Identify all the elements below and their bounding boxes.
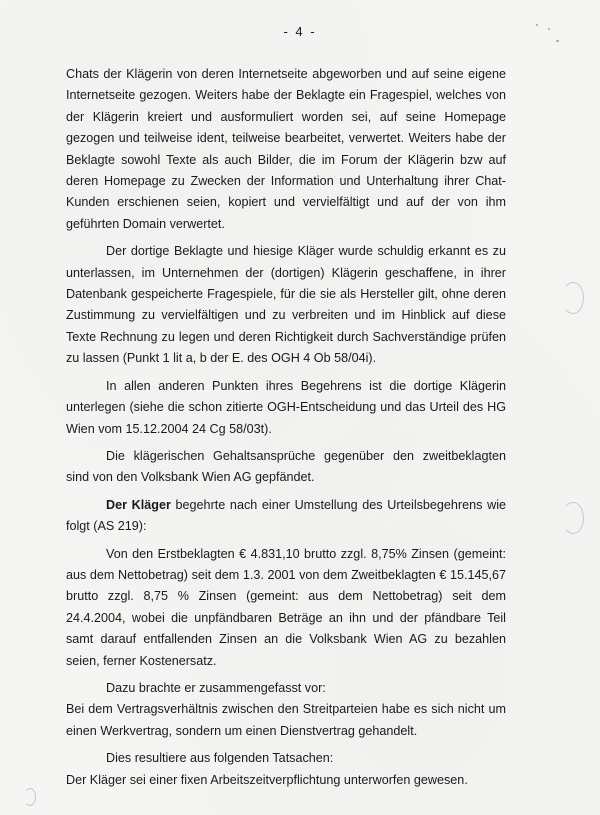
paragraph-verdict: Der dortige Beklagte und hiesige Kläger wurde schuldig erkannt es zu unterlassen, im Unternehmen der (dortigen) Klägerin geschaffene, in ihrer Datenbank gespeicherte Fragespiele, für die sie als Hersteller gilt, ohne deren Zustimmung zu vervielfältigen und zu verbreiten und im Hinblick auf diese Texte Rechnung zu legen und deren Richtigkeit durch Sachverständige prüfen zu lassen (Punkt 1 lit a, b der E. des OGH 4 Ob 58/04i).: [66, 244, 506, 366]
paragraph-claim-amounts: Von den Erstbeklagten € 4.831,10 brutto zzgl. 8,75% Zinsen (gemeint: aus dem Nettobetrag) seit dem 1.3. 2001 von dem Zweitbeklagten € 15.145,67 brutto zzgl. 8,75 % Zinsen (gemeint: aus dem Nettobetrag) seit dem 24.4.2004, wobei die unpfändbaren Beträge an ihn und der pfändbare Teil samt darauf entfallenden Zinsen an die Volksbank Wien AG zu bezahlen seien, ferner Kostenersatz.: [66, 546, 506, 668]
paragraph-continuation: Chats der Klägerin von deren Internetseite abgeworben und auf seine eigene Internetseite gezogen. Weiters habe der Beklagte ein Fragespiel, welches von der Klägerin kreiert und ausformuliert worden sei, auf seine Homepage gezogen und teilweise ident, teilweise bearbeitet, verwertet. Weiters habe der Beklagte sowohl Texte als auch Bilder, die im Forum der Klägerin bzw auf deren Homepage zu Zwecken der Information und Unterhaltung ihrer Chat-Kunden erschienen seien, kopiert und vervielfältigt und auf der von ihm geführten Domain verwertet.: [66, 67, 506, 231]
punch-hole-mark: [562, 502, 584, 534]
paragraph-other-points: In allen anderen Punkten ihres Begehrens ist die dortige Klägerin unterlegen (siehe die schon zitierte OGH-Entscheidung und das Urteil des HG Wien vom 15.12.2004 24 Cg 58/03t).: [66, 378, 506, 436]
document-body: [66, 64, 506, 797]
punch-hole-mark: [24, 788, 36, 806]
paragraph-garnishment: Die klägerischen Gehaltsansprüche gegenüber den zweitbeklagten sind von den Volksbank Wien AG gepfändet.: [66, 448, 506, 485]
plaintiff-label: Der Kläger: [106, 497, 171, 512]
scan-speck: [556, 40, 559, 42]
summary-intro: Dazu brachte er zusammengefasst vor:: [106, 680, 326, 695]
plaintiff-claim-text: begehrte nach einer Umstellung des Urteilsbegehrens wie folgt (AS 219):: [66, 497, 506, 534]
punch-hole-mark: [562, 282, 584, 314]
summary-line: Bei dem Vertragsverhältnis zwischen den Streitparteien habe es sich nicht um einen Werkvertrag, sondern um einen Dienstvertrag gehandelt.: [66, 702, 506, 738]
scan-speck: [536, 24, 538, 26]
page-number: - 4 -: [283, 24, 317, 39]
facts-line: Der Kläger sei einer fixen Arbeitszeitverpflichtung unterworfen gewesen.: [66, 772, 468, 787]
scan-speck: [548, 28, 550, 30]
facts-intro: Dies resultiere aus folgenden Tatsachen:: [106, 751, 334, 766]
paragraph-plaintiff-claim-intro: [66, 495, 506, 538]
